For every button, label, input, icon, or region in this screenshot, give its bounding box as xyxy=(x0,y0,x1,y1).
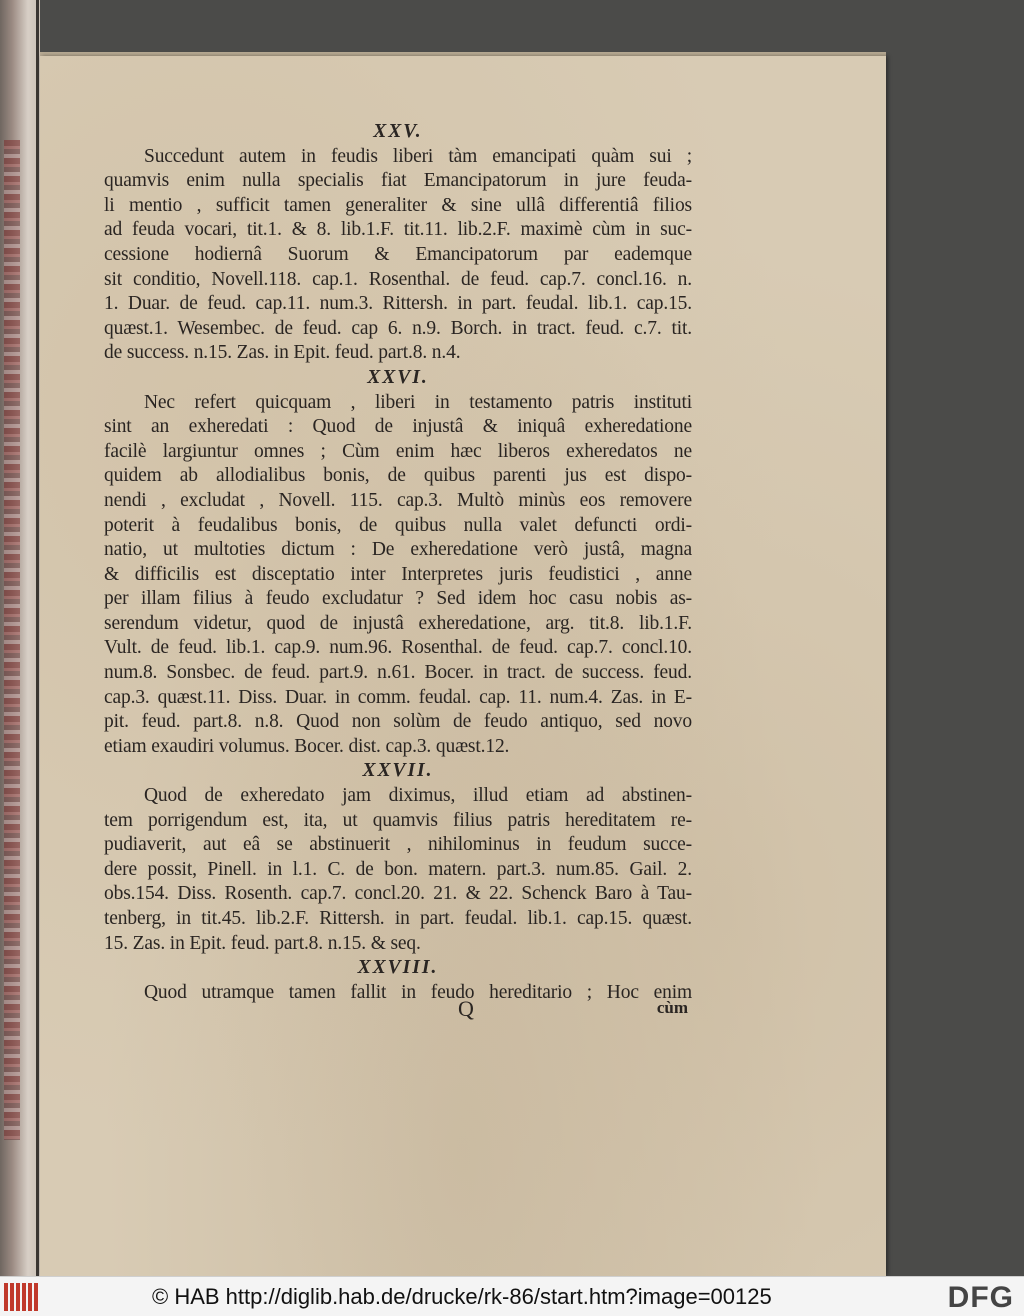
text-line: cap.3. quæst.11. Diss. Duar. in comm. feudal. cap. 11. num.4. Zas. in E- xyxy=(104,686,692,708)
text-line: & difficilis est disceptatio inter Interpretes juris feudistici , anne xyxy=(104,563,692,585)
text-line: per illam filius à feudo excludatur ? Sed idem hoc casu nobis as- xyxy=(104,588,692,610)
text-line: Succedunt autem in feudis liberi tàm emancipati quàm sui ; xyxy=(144,145,692,167)
paragraph-xxvii xyxy=(104,784,692,956)
section-heading-xxviii: XXVIII. xyxy=(357,957,439,979)
text-line: natio, ut multoties dictum : De exheredatione verò justâ, magna xyxy=(104,539,692,561)
page-edge-marks xyxy=(4,140,20,1140)
section-heading-xxvii: XXVII. xyxy=(362,760,434,782)
text-line: quidem ab allodialibus bonis, de quibus parenti jus est dispo- xyxy=(104,465,692,487)
text-line: etiam exaudiri volumus. Bocer. dist. cap.3. quæst.12. xyxy=(104,735,510,757)
text-line: serendum videtur, quod de injustâ exheredatione, arg. tit.8. lib.1.F. xyxy=(104,612,692,634)
text-line: obs.154. Diss. Rosenth. cap.7. concl.20. 21. & 22. Schenck Baro à Tau- xyxy=(104,883,692,905)
text-line: dere possit, Pinell. in l.1. C. de bon. matern. part.3. num.85. Gail. 2. xyxy=(104,858,692,880)
catchword: cùm xyxy=(656,998,688,1017)
text-line: de success. n.15. Zas. in Epit. feud. part.8. n.4. xyxy=(104,342,461,364)
section-heading-xxvi: XXVI. xyxy=(367,366,429,388)
page-text-block xyxy=(104,120,692,1005)
paragraph-xxv xyxy=(104,145,692,366)
text-line: 15. Zas. in Epit. feud. part.8. n.15. & seq. xyxy=(104,932,421,954)
text-line: quæst.1. Wesembec. de feud. cap 6. n.9. Borch. in tract. feud. c.7. tit. xyxy=(104,317,692,339)
attribution-link[interactable]: © HAB http://diglib.hab.de/drucke/rk-86/start.htm?image=00125 xyxy=(152,1284,772,1309)
signature-mark: Q xyxy=(458,996,474,1021)
text-line: num.8. Sonsbec. de feud. part.9. n.61. Bocer. in tract. de success. feud. xyxy=(104,662,692,684)
text-line: Vult. de feud. lib.1. cap.9. num.96. Rosenthal. de feud. cap.7. concl.10. xyxy=(104,637,692,659)
text-line: poterit à feudalibus bonis, de quibus nulla valet defuncti ordi- xyxy=(104,514,692,536)
text-line: Quod utramque tamen fallit in feudo hereditario ; Hoc enim xyxy=(144,981,692,1003)
attribution-bar xyxy=(0,1276,1024,1316)
text-line: 1. Duar. de feud. cap.11. num.3. Rittersh. in part. feudal. lib.1. cap.15. xyxy=(104,293,692,315)
text-line: li mentio , sufficit tamen generaliter & sine ullâ differentiâ filios xyxy=(104,194,692,216)
text-line: Nec refert quicquam , liberi in testamento patris instituti xyxy=(144,391,692,413)
text-line: sit conditio, Novell.118. cap.1. Rosenthal. de feud. cap.7. concl.16. n. xyxy=(104,268,692,290)
text-line: Quod de exheredato jam diximus, illud etiam ad abstinen- xyxy=(144,785,692,807)
text-line: sint an exheredati : Quod de injustâ & iniquâ exheredatione xyxy=(104,416,692,438)
text-line: nendi , excludat , Novell. 115. cap.3. Multò minùs eos removere xyxy=(104,489,692,511)
text-line: pudiaverit, aut eâ se abstinuerit , nihilominus in feudum succe- xyxy=(104,834,692,856)
library-icon xyxy=(4,1283,44,1311)
page-foot xyxy=(104,996,692,1022)
scanned-page xyxy=(40,56,886,1276)
adjacent-page-strip xyxy=(0,0,40,1276)
text-line: tenberg, in tit.45. lib.2.F. Rittersh. in part. feudal. lib.1. cap.15. quæst. xyxy=(104,908,692,929)
text-line: pit. feud. part.8. n.8. Quod non solùm de feudo antiquo, sed novo xyxy=(104,711,692,733)
dfg-logo: DFG xyxy=(947,1281,1014,1314)
section-heading-xxv: XXV. xyxy=(373,121,423,142)
text-line: ad feuda vocari, tit.1. & 8. lib.1.F. tit.11. lib.2.F. maximè cùm in suc- xyxy=(104,219,692,241)
text-line: quamvis enim nulla specialis fiat Emancipatorum in jure feuda- xyxy=(104,170,692,192)
paragraph-xxvi xyxy=(104,391,692,760)
gutter-fold xyxy=(36,0,39,1276)
text-line: facilè largiuntur omnes ; Cùm enim hæc liberos exheredatos ne xyxy=(104,440,692,462)
text-line: cessione hodiernâ Suorum & Emancipatorum par eademque xyxy=(104,243,692,265)
text-line: tem porrigendum est, ita, ut quamvis filius patris hereditatem re- xyxy=(104,809,692,831)
